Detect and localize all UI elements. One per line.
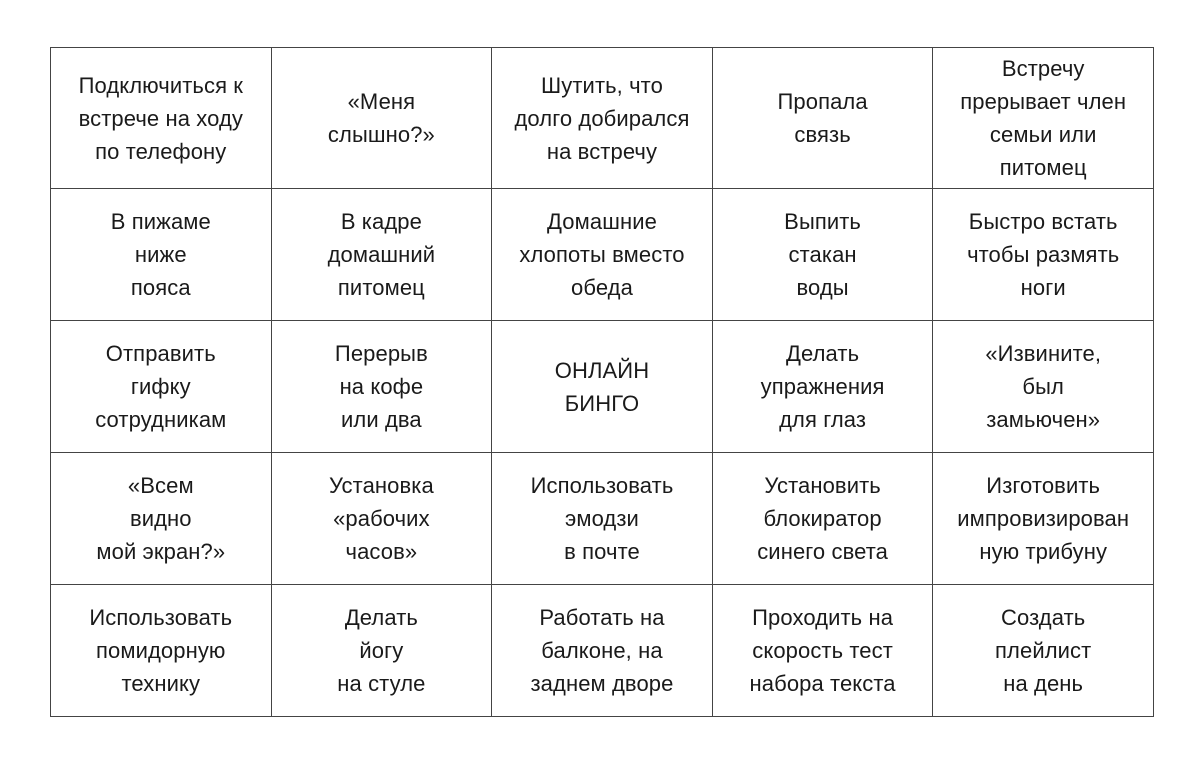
bingo-cell xyxy=(933,453,1154,585)
bingo-cell xyxy=(713,48,934,189)
bingo-cell xyxy=(51,321,272,453)
bingo-cell xyxy=(51,585,272,717)
bingo-grid xyxy=(50,47,1154,717)
bingo-cell-text: Подключиться к встрече на ходу по телефону xyxy=(78,72,244,164)
bingo-cell xyxy=(933,48,1154,189)
bingo-cell-text: Установить блокиратор синего света xyxy=(757,473,888,564)
bingo-cell xyxy=(713,189,934,321)
bingo-cell xyxy=(933,189,1154,321)
bingo-cell-text: «Всем видно мой экран?» xyxy=(96,473,226,564)
bingo-cell-text: Делать йогу на стуле xyxy=(337,605,426,696)
bingo-cell-text: «Меня слышно?» xyxy=(327,89,435,147)
bingo-cell-text: Делать упражнения для глаз xyxy=(760,341,885,432)
bingo-cell xyxy=(51,48,272,189)
bingo-cell-text: «Извините, был замьючен» xyxy=(985,341,1102,432)
bingo-cell xyxy=(272,321,493,453)
bingo-cell xyxy=(933,585,1154,717)
bingo-cell xyxy=(492,189,713,321)
bingo-cell xyxy=(51,189,272,321)
bingo-cell xyxy=(713,453,934,585)
bingo-cell xyxy=(713,321,934,453)
bingo-cell-text: Встречу прерывает член семьи или питомец xyxy=(960,56,1127,180)
bingo-cell-text: Шутить, что долго добирался на встречу xyxy=(514,72,690,164)
bingo-cell-text: Создать плейлист на день xyxy=(995,605,1092,696)
bingo-cell xyxy=(272,48,493,189)
bingo-cell-text: Домашние хлопоты вместо обеда xyxy=(519,209,685,300)
bingo-cell-text: В пижаме ниже пояса xyxy=(110,209,211,300)
bingo-cell xyxy=(492,453,713,585)
bingo-cell-text: Проходить на скорость тест набора текста xyxy=(749,605,896,696)
bingo-cell-text: Установка «рабочих часов» xyxy=(328,473,434,564)
bingo-cell-text: Работать на балконе, на заднем дворе xyxy=(530,605,674,696)
bingo-cell xyxy=(492,48,713,189)
bingo-cell-text: Быстро встать чтобы размять ноги xyxy=(967,209,1120,300)
bingo-cell xyxy=(272,189,493,321)
bingo-center-title: ОНЛАЙН БИНГО xyxy=(554,357,650,416)
bingo-cell-text: Изготовить импровизирован ную трибуну xyxy=(957,473,1130,564)
bingo-cell xyxy=(51,453,272,585)
bingo-cell xyxy=(272,585,493,717)
bingo-cell-text: Использовать эмодзи в почте xyxy=(530,473,674,564)
bingo-cell-text: Использовать помидорную технику xyxy=(89,605,233,696)
bingo-cell xyxy=(713,585,934,717)
bingo-cell-text: В кадре домашний питомец xyxy=(327,209,436,300)
bingo-cell xyxy=(492,585,713,717)
bingo-cell xyxy=(933,321,1154,453)
bingo-cell-text: Выпить стакан воды xyxy=(784,209,861,300)
bingo-cell-text: Пропала связь xyxy=(777,89,868,147)
bingo-cell-text: Отправить гифку сотрудникам xyxy=(95,341,227,432)
bingo-center-cell xyxy=(492,321,713,453)
bingo-cell xyxy=(272,453,493,585)
bingo-cell-text: Перерыв на кофе или два xyxy=(334,341,428,432)
